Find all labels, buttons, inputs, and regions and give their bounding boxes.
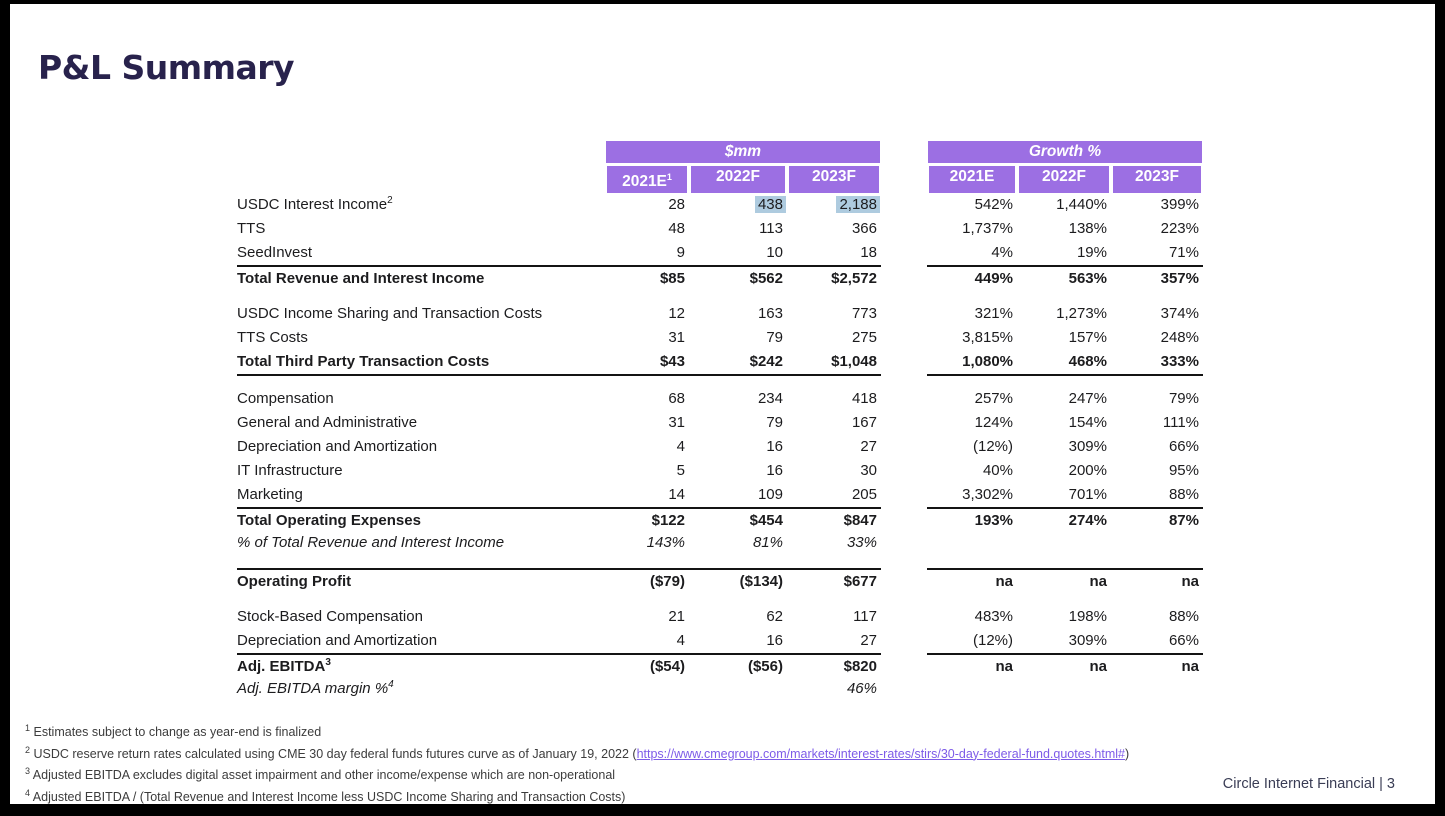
highlighted-value: 2,188 [836,196,880,213]
column-gap [881,217,927,241]
growth-column-header-2021e: 2021E [929,166,1015,193]
table-row [237,531,1203,555]
growth-value: 247% [1068,390,1107,407]
mm-value: 27 [860,438,877,455]
growth-value [1017,677,1111,701]
growth-value: 223% [1160,220,1199,237]
growth-value: 193% [927,507,1017,533]
column-gap [881,605,927,629]
column-gap [881,459,927,483]
growth-value: 483% [974,608,1013,625]
growth-value: 3,815% [962,329,1013,346]
table-row [237,653,1203,677]
mm-value [689,677,787,701]
mm-value: $85 [605,265,689,291]
mm-value: 68 [668,390,685,407]
mm-value: $677 [787,568,881,594]
row-label: USDC Interest Income$^2$ [237,195,393,213]
row-label: Compensation [237,390,334,407]
growth-value [927,677,1017,701]
table-column-header-row [237,166,1203,191]
mm-value: ($79) [605,568,689,594]
row-label: Total Third Party Transaction Costs [237,350,605,376]
growth-value: na [1017,653,1111,679]
growth-value [1111,531,1203,555]
mm-value: 14 [668,486,685,503]
mm-column-header-2022f: 2022F [691,166,785,193]
growth-value: 124% [974,414,1013,431]
footnote-number: 4 [25,787,31,798]
growth-column-header-2023f: 2023F [1113,166,1201,193]
mm-value [605,677,689,701]
growth-value: na [927,653,1017,679]
growth-value: 4% [991,244,1013,261]
growth-value: 3,302% [962,486,1013,503]
footnote: $^2$ USDC reserve return rates calculated using CME 30 day federal funds futures curve as of January 19, 2022 (https://www.cmegroup.com/markets/interest-rates/stirs/30-day-federal-fund.quotes.html#) [25,744,1130,761]
slide-page [10,4,1435,804]
highlighted-value: 438 [755,196,786,213]
mm-column-header-2021e: $2021E^1$ [607,166,687,193]
table-row [237,302,1203,326]
column-gap [881,265,927,291]
mm-value: 4 [676,438,685,455]
mm-value: 46% [846,680,877,697]
growth-value [1111,677,1203,701]
growth-value: 87% [1111,507,1203,533]
row-label: USDC Income Sharing and Transaction Costs [237,305,543,322]
table-row [237,568,1203,592]
mm-value: 16 [766,632,783,649]
footnote: $^4$ Adjusted EBITDA / (Total Revenue and Interest Income less USDC Income Sharing and Transaction Costs) [25,787,626,804]
mm-value: $43 [605,350,689,376]
growth-value: 200% [1068,462,1107,479]
row-label: Total Revenue and Interest Income [237,265,605,291]
growth-value: na [927,568,1017,594]
mm-value: 5 [676,462,685,479]
mm-value: 16 [766,462,783,479]
growth-value: 66% [1168,632,1199,649]
mm-value: $820 [787,653,881,679]
growth-value: na [1017,568,1111,594]
mm-column-header-2023f: 2023F [789,166,879,193]
mm-value: 81% [752,534,783,551]
footnote: $^1$ Estimates subject to change as year-end is finalized [25,723,322,740]
growth-value: 1,440% [1056,196,1107,213]
growth-value: 154% [1068,414,1107,431]
row-label: IT Infrastructure [237,462,343,479]
growth-value: 309% [1068,438,1107,455]
growth-value: 257% [974,390,1013,407]
mm-value: 12 [668,305,685,322]
table-row [237,241,1203,265]
growth-value: 88% [1168,608,1199,625]
growth-value: 248% [1160,329,1199,346]
mm-value: 33% [846,534,877,551]
mm-value: 27 [860,632,877,649]
row-label: General and Administrative [237,414,418,431]
mm-value: 9 [676,244,685,261]
mm-value: 773 [851,305,877,322]
growth-value: 138% [1068,220,1107,237]
mm-value: 167 [851,414,877,431]
footnote-number: 2 [25,744,31,755]
mm-value [689,193,787,217]
growth-value: 95% [1168,462,1199,479]
mm-value: 18 [860,244,877,261]
mm-value: $122 [605,507,689,533]
table-row [237,326,1203,350]
growth-value: 198% [1068,608,1107,625]
growth-value: (12%) [972,632,1013,649]
mm-value: $562 [689,265,787,291]
column-gap [881,629,927,653]
mm-value: $242 [689,350,787,376]
growth-value: 357% [1111,265,1203,291]
mm-value [787,193,881,217]
growth-value [927,531,1017,555]
table-row [237,459,1203,483]
row-label: Marketing [237,486,303,503]
mm-value: 48 [668,220,685,237]
mm-value: ($134) [689,568,787,594]
column-gap [881,568,927,594]
row-label: Adj. EBITDA$^3$ [237,653,605,679]
mm-value: $2,572 [787,265,881,291]
column-gap [881,350,927,376]
table-row [237,629,1203,653]
footnote-link[interactable]: https://www.cmegroup.com/markets/interest-rates/stirs/30-day-federal-fund.quotes.html# [636,746,1125,761]
mm-value: 366 [851,220,877,237]
growth-value: 563% [1017,265,1111,291]
growth-value: 1,737% [962,220,1013,237]
table-row [237,677,1203,701]
mm-value: 28 [668,196,685,213]
growth-value: 321% [974,305,1013,322]
mm-value: $1,048 [787,350,881,376]
mm-value: 205 [851,486,877,503]
column-gap [881,302,927,326]
footnote: $^3$ Adjusted EBITDA excludes digital asset impairment and other income/expense which are non-operational [25,766,616,783]
row-label: Adj. EBITDA margin %$^4$ [237,679,394,697]
column-gap [881,411,927,435]
mm-value: 79 [766,329,783,346]
growth-value: 1,080% [927,350,1017,376]
mm-value: 109 [757,486,783,503]
growth-column-header-2022f: 2022F [1019,166,1109,193]
page-title: P&L Summary [38,48,295,87]
growth-value: 19% [1076,244,1107,261]
table-row [237,507,1203,531]
growth-value: 701% [1068,486,1107,503]
mm-value: 62 [766,608,783,625]
column-gap [881,531,927,555]
row-label: TTS Costs [237,329,308,346]
mm-value: 10 [766,244,783,261]
row-label: Total Operating Expenses [237,507,605,533]
row-label: Operating Profit [237,568,605,594]
mm-value: 4 [676,632,685,649]
row-label: % of Total Revenue and Interest Income [237,534,505,551]
column-gap [881,326,927,350]
column-gap [881,193,927,217]
growth-value: 399% [1160,196,1199,213]
column-gap [881,435,927,459]
column-gap [881,653,927,679]
mm-value: $847 [787,507,881,533]
table-row [237,483,1203,507]
growth-value [1017,531,1111,555]
growth-value: 542% [974,196,1013,213]
column-gap [881,677,927,701]
row-label: Depreciation and Amortization [237,632,438,649]
mm-group-header: $mm [606,141,880,163]
mm-value: 163 [757,305,783,322]
mm-value: 418 [851,390,877,407]
growth-value: 157% [1068,329,1107,346]
growth-value: 374% [1160,305,1199,322]
mm-value: 117 [853,608,877,625]
row-label: Stock-Based Compensation [237,608,423,625]
footnote-marker: 4 [388,679,394,690]
growth-value: 40% [982,462,1013,479]
mm-value: 31 [668,414,685,431]
mm-value: 16 [766,438,783,455]
growth-value: na [1111,653,1203,679]
growth-value: 333% [1111,350,1203,376]
table-row [237,193,1203,217]
growth-value: 66% [1168,438,1199,455]
growth-value: 449% [927,265,1017,291]
mm-value: 113 [759,220,783,237]
mm-value: ($56) [689,653,787,679]
table-group-header-row [237,141,1203,163]
table-row [237,265,1203,289]
footnotes-block [25,720,1129,804]
table-row [237,350,1203,374]
row-label: TTS [237,220,266,237]
growth-value: 111% [1162,414,1199,431]
mm-value: 31 [668,329,685,346]
footnote-number: 3 [25,766,31,777]
column-gap [881,507,927,533]
mm-value: 234 [757,390,783,407]
mm-value: ($54) [605,653,689,679]
growth-value: 88% [1168,486,1199,503]
growth-value: 1,273% [1056,305,1107,322]
mm-value: 30 [860,462,877,479]
table-row [237,435,1203,459]
mm-value: 275 [851,329,877,346]
column-gap [881,241,927,265]
growth-value: (12%) [972,438,1013,455]
footnote-marker: 1 [666,172,672,182]
table-row [237,605,1203,629]
footnote-marker: 2 [387,195,393,206]
table-row [237,411,1203,435]
column-gap [881,483,927,507]
growth-value: 79% [1168,390,1199,407]
column-gap [881,387,927,411]
mm-value: $454 [689,507,787,533]
row-spacer [237,555,1203,568]
table-row [237,387,1203,411]
growth-value: 274% [1017,507,1111,533]
growth-group-header: Growth % [928,141,1202,163]
growth-value: 468% [1017,350,1111,376]
growth-value: 71% [1168,244,1199,261]
growth-value: 309% [1068,632,1107,649]
footnote-number: 1 [25,723,31,733]
table-row [237,217,1203,241]
mm-value: 21 [668,608,685,625]
mm-value: 79 [766,414,783,431]
row-label: SeedInvest [237,244,313,261]
page-footer: Circle Internet Financial | 3 [1222,776,1395,792]
row-label: Depreciation and Amortization [237,438,438,455]
footnote-marker: 3 [325,657,331,668]
growth-value: na [1111,568,1203,594]
mm-value: 143% [646,534,685,551]
pnl-table [237,141,1203,701]
